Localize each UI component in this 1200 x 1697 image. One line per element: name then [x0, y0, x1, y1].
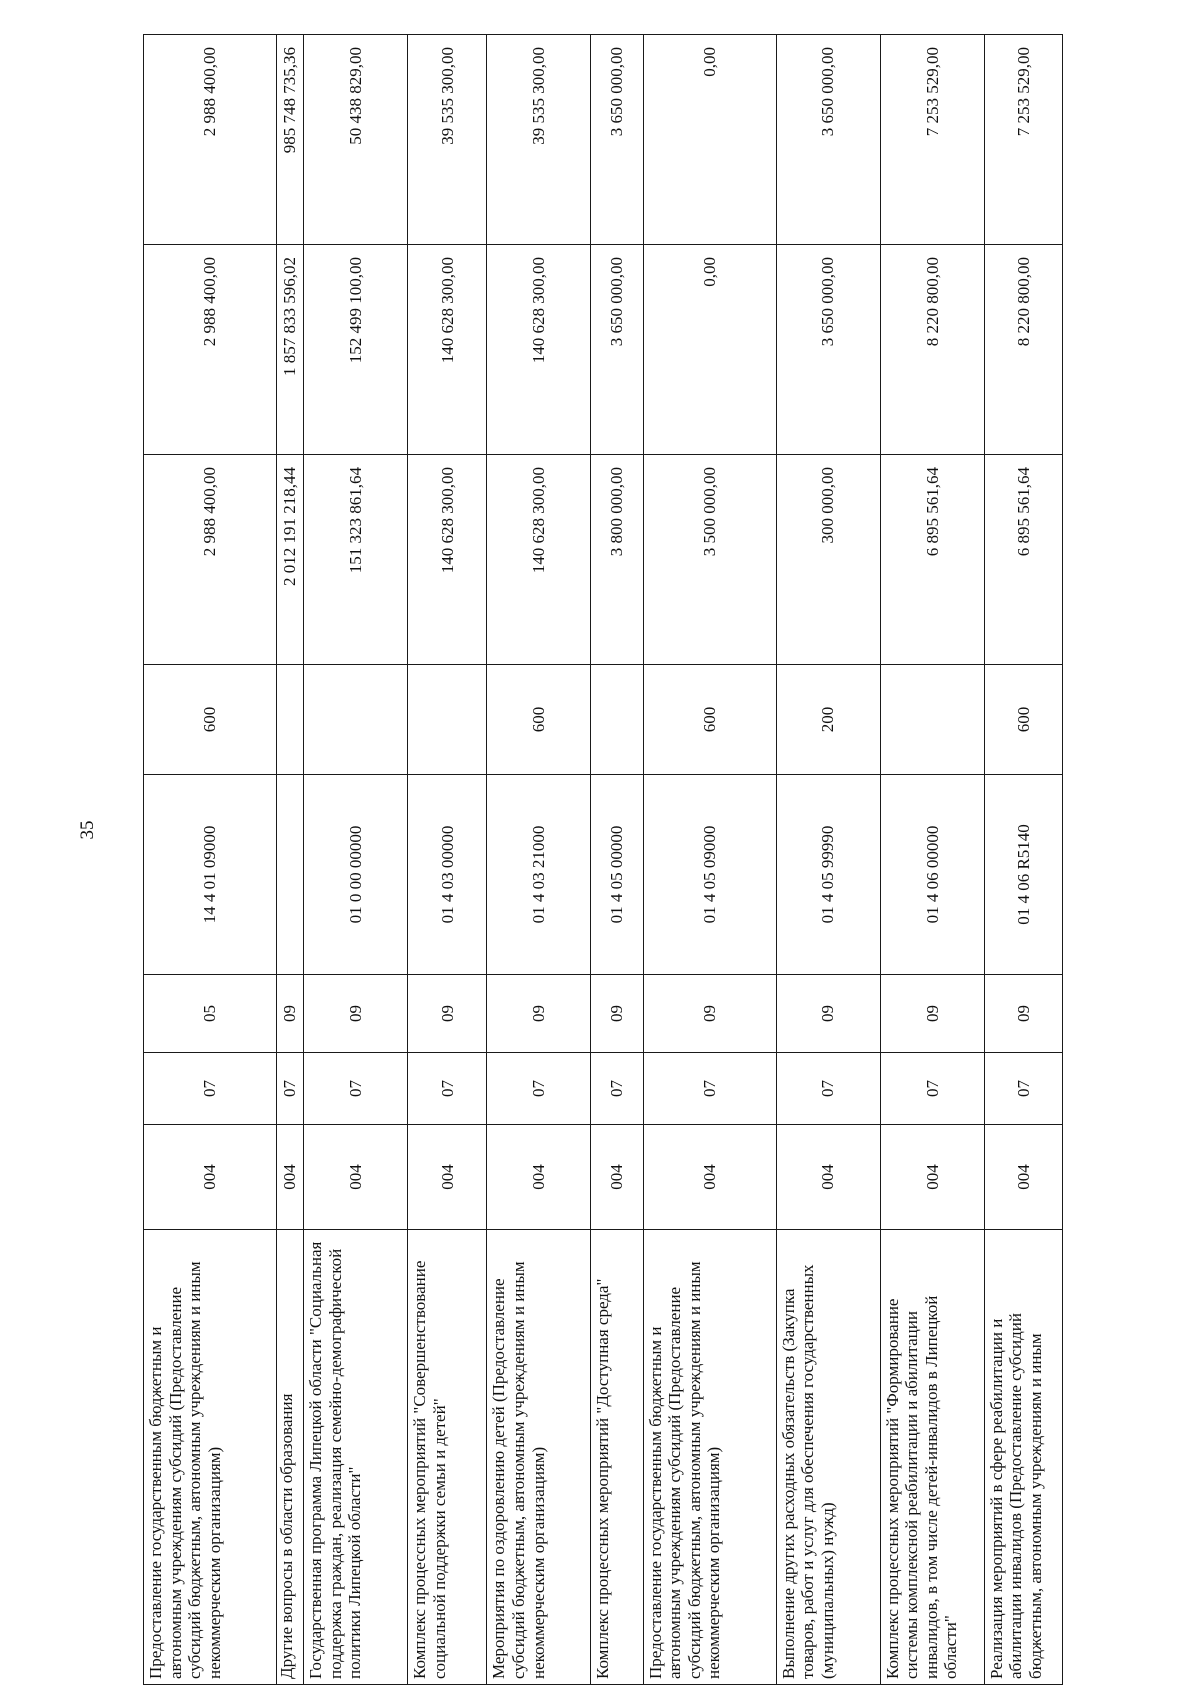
expense-type-cell	[277, 665, 304, 775]
section-cell: 07	[277, 1053, 304, 1125]
value-cell-3: 3 650 000,00	[591, 35, 643, 245]
value-cell-1: 140 628 300,00	[408, 455, 487, 665]
code-cell: 004	[880, 1125, 984, 1230]
subsection-cell: 09	[487, 975, 591, 1053]
subsection-cell: 09	[304, 975, 408, 1053]
subsection-cell: 05	[144, 975, 277, 1053]
expense-type-cell: 600	[144, 665, 277, 775]
target-article-cell: 01 4 05 99990	[776, 775, 880, 975]
value-cell-1: 2 988 400,00	[144, 455, 277, 665]
target-article-cell	[277, 775, 304, 975]
budget-table-container	[143, 47, 1063, 1685]
section-cell: 07	[408, 1053, 487, 1125]
table-row	[487, 35, 591, 1685]
section-cell: 07	[591, 1053, 643, 1125]
value-cell-2: 0,00	[643, 245, 776, 455]
row-name-cell: Предоставление государственным бюджетным и автономным учреждениям субсидий (Предоставление субсидий бюджетным, автономным учреждениям и иным некоммерческим организациям)	[643, 1230, 776, 1685]
section-cell: 07	[487, 1053, 591, 1125]
expense-type-cell	[304, 665, 408, 775]
table-row	[408, 35, 487, 1685]
code-cell: 004	[277, 1125, 304, 1230]
section-cell: 07	[880, 1053, 984, 1125]
table-row	[880, 35, 984, 1685]
value-cell-1: 2 012 191 218,44	[277, 455, 304, 665]
value-cell-3: 0,00	[643, 35, 776, 245]
expense-type-cell	[591, 665, 643, 775]
code-cell: 004	[984, 1125, 1062, 1230]
table-row	[776, 35, 880, 1685]
value-cell-2: 1 857 833 596,02	[277, 245, 304, 455]
value-cell-1: 140 628 300,00	[487, 455, 591, 665]
table-row	[591, 35, 643, 1685]
value-cell-3: 3 650 000,00	[776, 35, 880, 245]
value-cell-1: 300 000,00	[776, 455, 880, 665]
value-cell-3: 2 988 400,00	[144, 35, 277, 245]
target-article-cell: 01 4 05 09000	[643, 775, 776, 975]
value-cell-2: 3 650 000,00	[776, 245, 880, 455]
code-cell: 004	[144, 1125, 277, 1230]
value-cell-3: 7 253 529,00	[880, 35, 984, 245]
row-name-cell: Государственная программа Липецкой области "Социальная поддержка граждан, реализация семейно-демографической политики Липецкой области"	[304, 1230, 408, 1685]
code-cell: 004	[643, 1125, 776, 1230]
code-cell: 004	[408, 1125, 487, 1230]
row-name-cell: Комплекс процессных мероприятий "Совершенствование социальной поддержки семьи и детей"	[408, 1230, 487, 1685]
target-article-cell: 01 4 03 21000	[487, 775, 591, 975]
target-article-cell: 14 4 01 09000	[144, 775, 277, 975]
value-cell-3: 985 748 735,36	[277, 35, 304, 245]
table-row	[144, 35, 277, 1685]
expense-type-cell	[408, 665, 487, 775]
code-cell: 004	[591, 1125, 643, 1230]
subsection-cell: 09	[408, 975, 487, 1053]
section-cell: 07	[304, 1053, 408, 1125]
value-cell-2: 2 988 400,00	[144, 245, 277, 455]
target-article-cell: 01 4 05 00000	[591, 775, 643, 975]
row-name-cell: Предоставление государственным бюджетным и автономным учреждениям субсидий (Предоставление субсидий бюджетным, автономным учреждениям и иным некоммерческим организациям)	[144, 1230, 277, 1685]
row-name-cell: Реализация мероприятий в сфере реабилитации и абилитации инвалидов (Предоставление субсидий бюджетным, автономным учреждениям и иным	[984, 1230, 1062, 1685]
value-cell-1: 151 323 861,64	[304, 455, 408, 665]
code-cell: 004	[487, 1125, 591, 1230]
value-cell-2: 8 220 800,00	[880, 245, 984, 455]
row-name-cell: Выполнение других расходных обязательств (Закупка товаров, работ и услуг для обеспечения государственных (муниципальных) нужд)	[776, 1230, 880, 1685]
value-cell-3: 50 438 829,00	[304, 35, 408, 245]
row-name-cell: Другие вопросы в области образования	[277, 1230, 304, 1685]
subsection-cell: 09	[591, 975, 643, 1053]
row-name-cell: Комплекс процессных мероприятий "Формирование системы комплексной реабилитации и абилитации инвалидов, в том числе детей-инвалидов в Липецкой области"	[880, 1230, 984, 1685]
section-cell: 07	[643, 1053, 776, 1125]
target-article-cell: 01 4 03 00000	[408, 775, 487, 975]
value-cell-2: 3 650 000,00	[591, 245, 643, 455]
section-cell: 07	[776, 1053, 880, 1125]
value-cell-2: 152 499 100,00	[304, 245, 408, 455]
value-cell-3: 39 535 300,00	[487, 35, 591, 245]
value-cell-1: 6 895 561,64	[984, 455, 1062, 665]
budget-table	[143, 34, 1063, 1685]
expense-type-cell: 600	[487, 665, 591, 775]
table-row	[277, 35, 304, 1685]
row-name-cell: Мероприятия по оздоровлению детей (Предоставление субсидий бюджетным, автономным учреждениям и иным некоммерческим организациям)	[487, 1230, 591, 1685]
table-row	[304, 35, 408, 1685]
row-name-cell: Комплекс процессных мероприятий "Доступная среда"	[591, 1230, 643, 1685]
expense-type-cell: 200	[776, 665, 880, 775]
subsection-cell: 09	[643, 975, 776, 1053]
subsection-cell: 09	[776, 975, 880, 1053]
value-cell-2: 140 628 300,00	[487, 245, 591, 455]
section-cell: 07	[984, 1053, 1062, 1125]
value-cell-3: 39 535 300,00	[408, 35, 487, 245]
code-cell: 004	[304, 1125, 408, 1230]
code-cell: 004	[776, 1125, 880, 1230]
value-cell-2: 140 628 300,00	[408, 245, 487, 455]
value-cell-1: 6 895 561,64	[880, 455, 984, 665]
section-cell: 07	[144, 1053, 277, 1125]
value-cell-2: 8 220 800,00	[984, 245, 1062, 455]
target-article-cell: 01 0 00 00000	[304, 775, 408, 975]
value-cell-1: 3 500 000,00	[643, 455, 776, 665]
expense-type-cell: 600	[643, 665, 776, 775]
expense-type-cell: 600	[984, 665, 1062, 775]
page-number: 35	[77, 820, 98, 840]
value-cell-3: 7 253 529,00	[984, 35, 1062, 245]
target-article-cell: 01 4 06 00000	[880, 775, 984, 975]
subsection-cell: 09	[277, 975, 304, 1053]
value-cell-1: 3 800 000,00	[591, 455, 643, 665]
subsection-cell: 09	[984, 975, 1062, 1053]
target-article-cell: 01 4 06 R5140	[984, 775, 1062, 975]
subsection-cell: 09	[880, 975, 984, 1053]
table-row	[984, 35, 1062, 1685]
table-row	[643, 35, 776, 1685]
expense-type-cell	[880, 665, 984, 775]
